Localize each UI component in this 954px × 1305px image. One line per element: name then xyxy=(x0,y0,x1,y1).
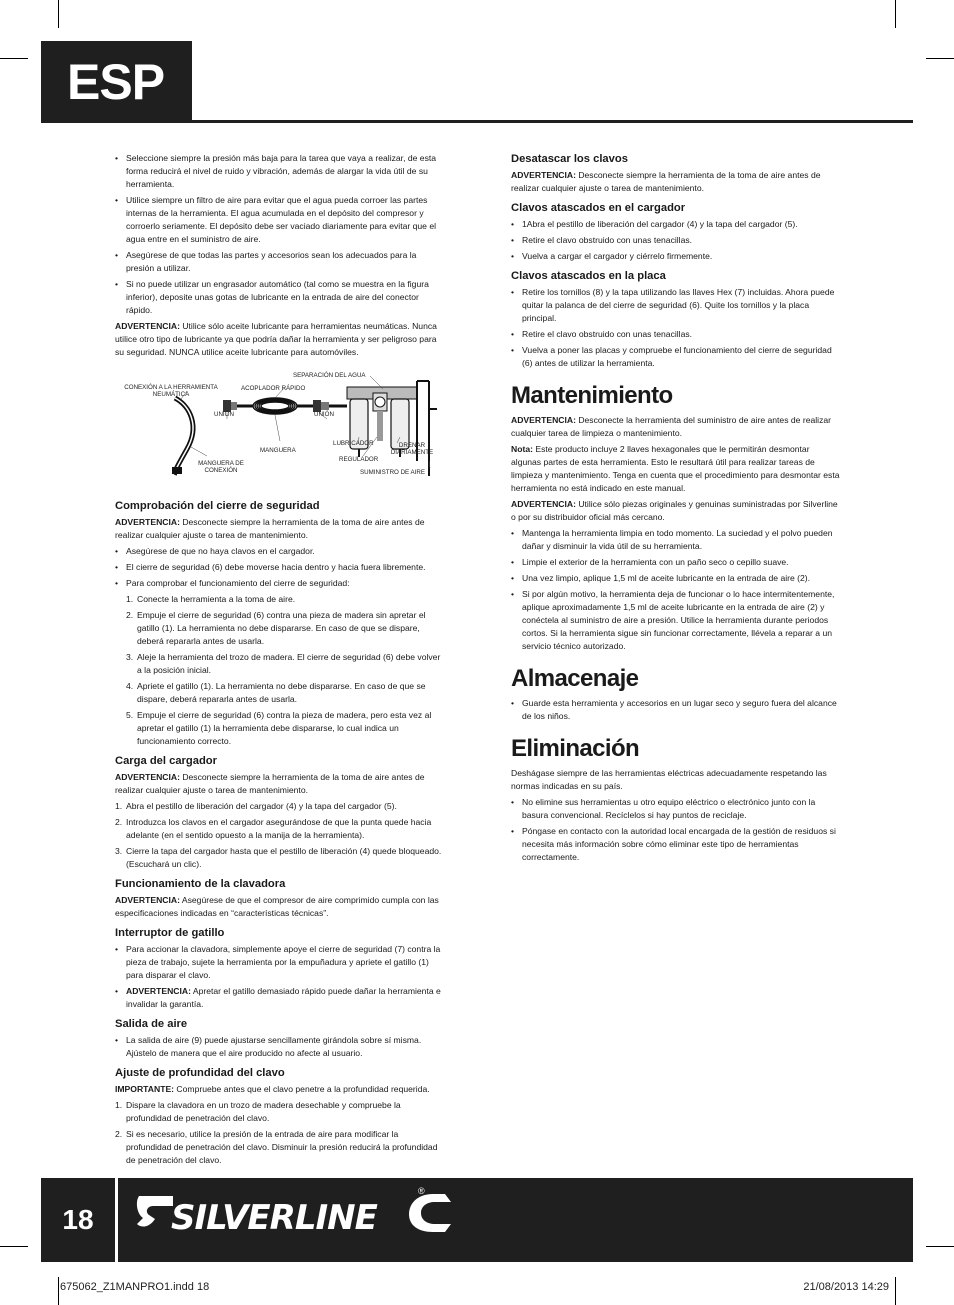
list-item xyxy=(115,985,445,1011)
safety-bullets xyxy=(115,152,445,317)
slug-file: 675062_Z1MANPRO1.indd 18 xyxy=(60,1281,210,1293)
label-conexion: CONEXIÓN A LA HERRAMIENTA NEUMÁTICA xyxy=(124,384,218,398)
warning-paragraph xyxy=(115,894,445,920)
list-item: • Vuelva a cargar el cargador y ciérrelo firmemente. xyxy=(511,250,841,263)
list-item: • La salida de aire (9) puede ajustarse sencillamente girándola sobre sí misma. Ajústelo de manera que el aire producido no afecte al usuario. xyxy=(115,1034,445,1060)
step-text: Introduzca los clavos en el cargador asegurándose de que la punta quede hacia adelante (en el sentido opuesto a la manija de la herramienta). xyxy=(126,817,432,840)
crop-mark xyxy=(926,1246,954,1247)
heading-eliminacion: Eliminación xyxy=(511,735,640,762)
crop-mark xyxy=(0,58,28,59)
list-item: • Retire los tornillos (8) y la tapa utilizando las llaves Hex (7) incluidas. Ahora puede quitar la palanca de del cierre de seguridad (6). Quite los tornillos y la placa principal. xyxy=(511,286,841,325)
list-item: • Retire el clavo obstruido con unas tenacillas. xyxy=(511,234,841,247)
list-item: • Limpie el exterior de la herramienta con un paño seco o cepillo suave. xyxy=(511,556,841,569)
section-title-cierre: Comprobación del cierre de seguridad xyxy=(115,500,320,512)
crop-mark xyxy=(58,1277,59,1305)
warning-text: Utilice sólo aceite lubricante para herramientas neumáticas. Nunca utilice otro tipo de lubricante ya que podría dañar la herramienta y ser peligroso para su seguridad. NUNCA utilice aceite lubricante para automóviles. xyxy=(115,321,437,357)
list-item: • Para accionar la clavadora, simplemente apoye el cierre de seguridad (7) contra la pieza de trabajo, sujete la herramienta por la empuñadura y apriete el gatillo (1) para disparar el clavo. xyxy=(115,943,445,982)
warning-label: ADVERTENCIA: xyxy=(115,517,180,527)
list-item: • El cierre de seguridad (6) debe moverse hacia dentro y hacia fuera libremente. xyxy=(115,561,445,574)
section-title-salida: Salida de aire xyxy=(115,1018,188,1030)
crop-mark xyxy=(926,58,954,59)
warning-label: ADVERTENCIA: xyxy=(511,170,576,180)
list-item: • Asegúrese de que todas las partes y accesorios sean los adecuados para la presión a utilizar. xyxy=(115,249,445,275)
cierre-bullets xyxy=(115,545,445,590)
language-code: ESP xyxy=(67,53,165,110)
warning-text: Desconecte siempre la herramienta de la toma de aire antes de realizar cualquier ajuste o tarea de mantenimiento. xyxy=(115,772,425,795)
step-number: 3. xyxy=(126,652,134,662)
atascados-cargador-bullets xyxy=(511,218,841,263)
section-title-desatascar: Desatascar los clavos xyxy=(511,153,628,165)
header-rule xyxy=(41,120,913,123)
section-title-carga: Carga del cargador xyxy=(115,755,217,767)
step-text: Dispare la clavadora en un trozo de madera desechable y compruebe la profundidad de penetración del clavo. xyxy=(126,1100,401,1123)
step-text: Abra el pestillo de liberación del cargador (4) y la tapa del cargador (5). xyxy=(126,801,397,811)
carga-steps xyxy=(115,800,445,871)
logo-wordmark: SILVERLINE xyxy=(171,1198,377,1238)
step-number: 4. xyxy=(126,681,134,691)
list-item: • Una vez limpio, aplique 1,5 ml de aceite lubricante en la entrada de aire (2). xyxy=(511,572,841,585)
list-item: • Utilice siempre un filtro de aire para evitar que el agua pueda corroer las partes internas de la herramienta. El agua acumulada en el depósito del compresor y corroerlo seriamente. El depósito debe ser vaciado diariamente para evitar que el agua entre en el suministro de aire. xyxy=(115,194,445,246)
gatillo-bullets xyxy=(115,943,445,1011)
step-number: 2. xyxy=(126,610,134,620)
list-item: • Si por algún motivo, la herramienta deja de funcionar o lo hace intermitentemente, aplique aproximadamente 1,5 ml de aceite lubricante en la entrada de aire (2) y conéctela al suministro de aire a presión. Utilice la herramienta durante periodos cortos. Si la herramienta sigue sin funcionar correctamente, llévela a reparar a un servicio técnico autorizado. xyxy=(511,588,841,653)
warning-label: ADVERTENCIA: xyxy=(115,895,180,905)
label-separacion: SEPARACIÓN DEL AGUA xyxy=(293,372,366,379)
warning-paragraph xyxy=(511,169,841,195)
heading-almacenaje: Almacenaje xyxy=(511,665,639,692)
warning-text: Desconecte la herramienta del suministro de aire antes de realizar cualquier tarea de limpieza o mantenimiento. xyxy=(511,415,832,438)
list-item xyxy=(115,816,445,842)
list-item xyxy=(115,1099,445,1125)
profundidad-steps xyxy=(115,1099,445,1167)
step-text: Conecte la herramienta a la toma de aire. xyxy=(137,594,296,604)
crop-mark xyxy=(895,1277,896,1305)
crop-mark xyxy=(58,0,59,28)
list-item: • Vuelva a poner las placas y compruebe el funcionamiento del cierre de seguridad (6) antes de utilizar la herramienta. xyxy=(511,344,841,370)
list-item: • Para comprobar el funcionamiento del cierre de seguridad: xyxy=(115,577,445,590)
section-title-gatillo: Interruptor de gatillo xyxy=(115,927,225,939)
label-union-1: UNIÓN xyxy=(214,411,234,418)
step-text: Empuje el cierre de seguridad (6) contra una pieza de madera sin apretar el gatillo (1). La herramienta no debe dispararse. En caso de que se dispare, deberá repararla antes de usarla. xyxy=(137,610,426,646)
mantenimiento-bullets xyxy=(511,527,841,653)
section-title-atascados-placa: Clavos atascados en la placa xyxy=(511,270,666,282)
warning-paragraph xyxy=(511,498,841,524)
step-text: Apriete el gatillo (1). La herramienta no debe dispararse. En caso de que se dispare, deberá repararla antes de usarla. xyxy=(137,681,426,704)
warning-paragraph xyxy=(115,771,445,797)
warning-text: Desconecte siempre la herramienta de la toma de aire antes de realizar cualquier ajuste o tarea de mantenimiento. xyxy=(115,517,425,540)
step-number: 1. xyxy=(115,1100,123,1110)
label-union-2: UNIÓN xyxy=(314,411,334,418)
warning-paragraph xyxy=(115,516,445,542)
list-item xyxy=(115,593,445,606)
step-text: Si es necesario, utilice la presión de la entrada de aire para modificar la profundidad de penetración del clavo. Disminuir la presión reducirá la profundidad de penetración del clavo. xyxy=(126,1129,438,1165)
list-item xyxy=(115,709,445,748)
warning-text: Apretar el gatillo demasiado rápido puede dañar la herramienta e invalidar la garantía. xyxy=(126,986,441,1009)
atascados-placa-bullets xyxy=(511,286,841,370)
cierre-steps xyxy=(115,593,445,748)
warning-label: ADVERTENCIA: xyxy=(511,499,576,509)
step-text: Cierre la tapa del cargador hasta que el pestillo de liberación (4) quede bloqueado. (Escuchará un clic). xyxy=(126,846,442,869)
warning-paragraph xyxy=(511,414,841,440)
eliminacion-intro: Deshágase siempre de las herramientas eléctricas adecuadamente respetando las normas indicadas en su país. xyxy=(511,768,827,791)
note-paragraph xyxy=(511,443,841,495)
warning-text: Utilice sólo piezas originales y genuinas suministradas por Silverline o por su distribuidor oficial más cercano. xyxy=(511,499,838,522)
list-item xyxy=(115,680,445,706)
registered-mark: ® xyxy=(418,1186,425,1196)
label-drenar: DRENAR DIARIAMENTE xyxy=(390,442,434,456)
heading-mantenimiento: Mantenimiento xyxy=(511,382,673,409)
list-item: • Guarde esta herramienta y accesorios en un lugar seco y seguro fuera del alcance de los niños. xyxy=(511,697,841,723)
label-manguera: MANGUERA xyxy=(260,447,296,454)
page-number: 18 xyxy=(62,1204,94,1235)
list-item: • No elimine sus herramientas u otro equipo eléctrico o electrónico junto con la basura convencional. Recíclelos si hay puntos de reciclaje. xyxy=(511,796,841,822)
important-label: IMPORTANTE: xyxy=(115,1084,175,1094)
label-regulador: REGULADOR xyxy=(339,456,379,463)
warning-label: ADVERTENCIA: xyxy=(115,321,180,331)
slug-date: 21/08/2013 14:29 xyxy=(803,1281,889,1293)
list-item: • Póngase en contacto con la autoridad local encargada de la gestión de residuos si necesita más información sobre cómo eliminar este tipo de herramientas correctamente. xyxy=(511,825,841,864)
section-title-funcionamiento: Funcionamiento de la clavadora xyxy=(115,878,286,890)
list-item xyxy=(115,651,445,677)
salida-bullets xyxy=(115,1034,445,1060)
step-number: 3. xyxy=(115,846,123,856)
warning-label: ADVERTENCIA: xyxy=(511,415,576,425)
step-number: 5. xyxy=(126,710,134,720)
crop-mark xyxy=(0,1246,28,1247)
label-lubricador: LUBRICADOR xyxy=(333,440,374,447)
footer-bar xyxy=(41,1178,913,1262)
step-number: 2. xyxy=(115,1129,123,1139)
step-text: Aleje la herramienta del trozo de madera. El cierre de seguridad (6) debe volver a la posición inicial. xyxy=(137,652,441,675)
step-number: 1. xyxy=(126,594,134,604)
note-label: Nota: xyxy=(511,444,533,454)
list-item xyxy=(115,609,445,648)
warning-label: ADVERTENCIA: xyxy=(115,772,180,782)
note-text: Este producto incluye 2 llaves hexagonales que le permitirán desmontar algunas partes de esta herramienta. Esto le resultará útil para realizar tareas de limpieza y mantenimiento. Tenga en cuenta que el procedimiento para desmontar esta herramienta no está indicado en este manual. xyxy=(511,444,840,493)
list-item: • Mantenga la herramienta limpia en todo momento. La suciedad y el polvo pueden dañar y disminuir la vida útil de su herramienta. xyxy=(511,527,841,553)
important-paragraph xyxy=(115,1083,445,1096)
eliminacion-bullets xyxy=(511,796,841,864)
left-column xyxy=(115,152,445,1170)
footer-divider xyxy=(115,1178,118,1262)
list-item xyxy=(115,845,445,871)
step-number: 1. xyxy=(115,801,123,811)
language-tab xyxy=(41,41,192,122)
almacenaje-bullets xyxy=(511,697,841,723)
right-column xyxy=(511,150,841,867)
section-title-atascados-cargador: Clavos atascados en el cargador xyxy=(511,202,686,214)
important-text: Compruebe antes que el clavo penetre a la profundidad requerida. xyxy=(174,1084,430,1094)
list-item xyxy=(115,1128,445,1167)
label-manguera-conexion: MANGUERA DE CONEXIÓN xyxy=(198,460,244,474)
list-item: • Retire el clavo obstruido con unas tenacillas. xyxy=(511,328,841,341)
step-text: Empuje el cierre de seguridad (6) contra la pieza de madera, pero esta vez al apretar el gatillo (1) la herramienta debe dispararse, lo cual indica un funcionamiento correcto. xyxy=(137,710,432,746)
air-supply-diagram xyxy=(115,371,445,489)
label-acoplador: ACOPLADOR RÁPIDO xyxy=(241,385,306,392)
list-item: • Asegúrese de que no haya clavos en el cargador. xyxy=(115,545,445,558)
warning-label: ADVERTENCIA: xyxy=(126,986,191,996)
list-item xyxy=(115,800,445,813)
warning-paragraph xyxy=(115,320,445,359)
label-suministro: SUMINISTRO DE AIRE xyxy=(360,469,425,476)
list-item: • Seleccione siempre la presión más baja para la tarea que vaya a realizar, de esta forma reducirá el nivel de ruido y vibración, además de alargar la vida útil de su herramienta. xyxy=(115,152,445,191)
warning-text: Desconecte siempre la herramienta de la toma de aire antes de realizar cualquier ajuste o tarea de mantenimiento. xyxy=(511,170,821,193)
warning-text: Asegúrese de que el compresor de aire comprimido cumpla con las especificaciones indicadas en “características técnicas”. xyxy=(115,895,439,918)
list-item: • 1Abra el pestillo de liberación del cargador (4) y la tapa del cargador (5). xyxy=(511,218,841,231)
list-item: • Si no puede utilizar un engrasador automático (tal como se muestra en la figura inferior), deposite unas gotas de lubricante en la entrada de aire del conector rápido. xyxy=(115,278,445,317)
step-number: 2. xyxy=(115,817,123,827)
section-title-profundidad: Ajuste de profundidad del clavo xyxy=(115,1067,285,1079)
crop-mark xyxy=(895,0,896,28)
